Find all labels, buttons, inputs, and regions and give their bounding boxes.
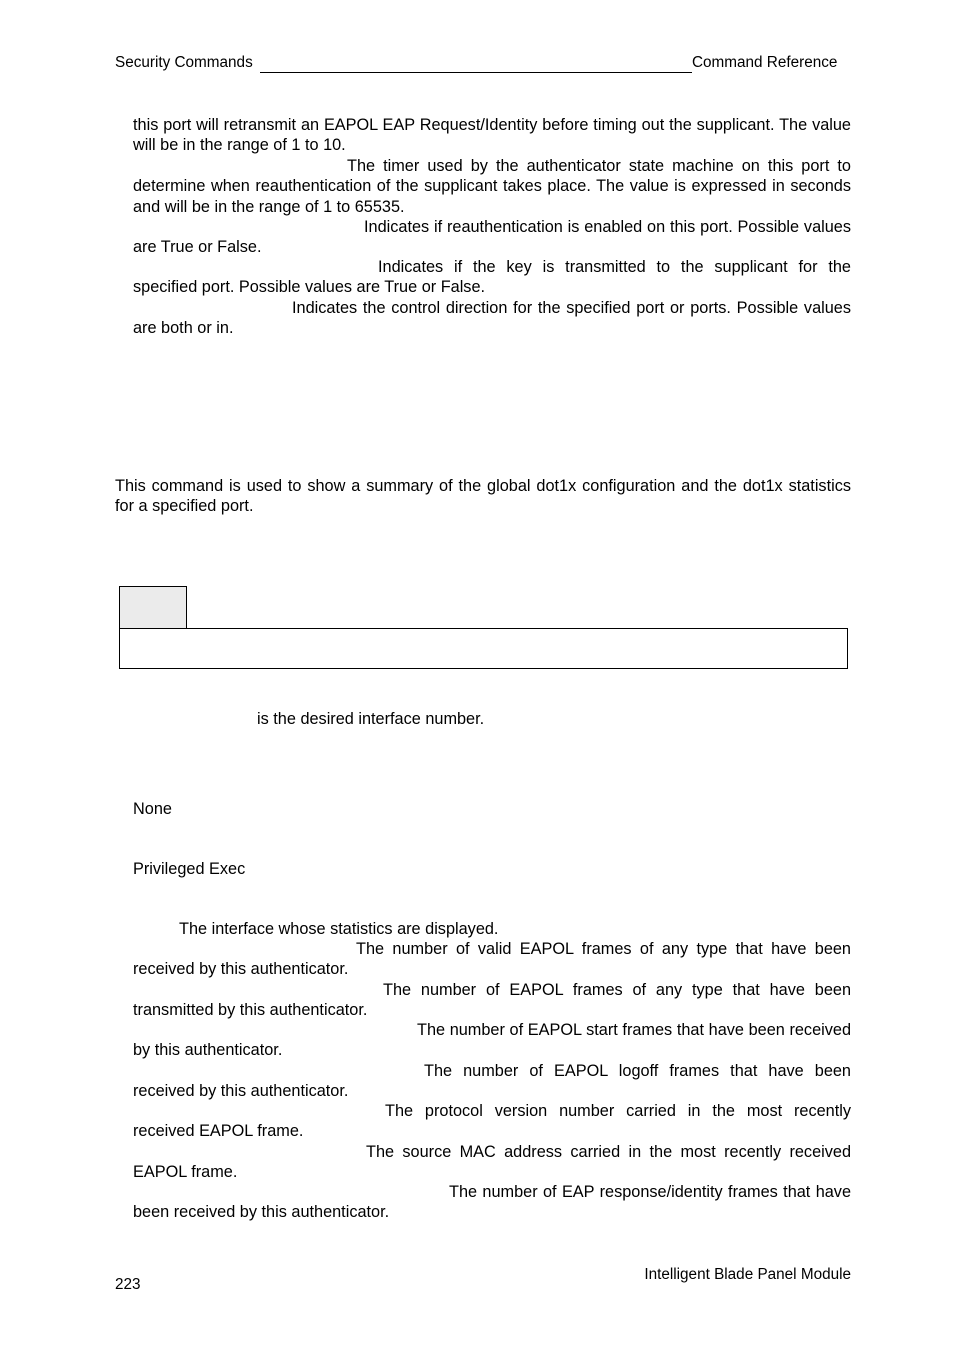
field-eapol-frames-received: [133, 939, 851, 980]
field-eap-resp-id-frames-received: [133, 1182, 851, 1223]
param-text: Indicates the control direction for the specified port or ports. Possible values are both or in.: [133, 299, 851, 338]
param-reauth-enabled: [133, 217, 851, 258]
field-eapol-frames-transmitted: [133, 980, 851, 1021]
page-number: 223: [115, 1276, 141, 1293]
field-text: The number of EAPOL frames of any type that have been transmitted by this authenticator.: [133, 981, 851, 1020]
syntax-command-cell: [119, 628, 848, 669]
default-value: None: [133, 800, 172, 818]
field-eapol-logoff-frames-received: [133, 1061, 851, 1102]
field-eapol-start-frames-received: [133, 1020, 851, 1061]
header-rule: [260, 72, 692, 73]
command-mode: Privileged Exec: [133, 860, 246, 878]
param-key-transmission: [133, 257, 851, 298]
footer-product-name: Intelligent Blade Panel Module: [644, 1266, 851, 1283]
field-last-eapol-frame-source: [133, 1142, 851, 1183]
field-text: The protocol version number carried in the most recently received EAPOL frame.: [133, 1102, 851, 1141]
command-description: This command is used to show a summary of the global dot1x configuration and the dot1x statistics for a specified port.: [115, 477, 851, 516]
param-reauth-period: [133, 156, 851, 217]
field-text: The number of EAPOL logoff frames that have been received by this authenticator.: [133, 1062, 851, 1101]
field-text: The number of EAP response/identity frames that have been received by this authenticator.: [133, 1183, 851, 1222]
param-text: Indicates if reauthentication is enabled on this port. Possible values are True or False.: [133, 218, 851, 257]
param-control-direction: [133, 298, 851, 339]
field-text: The number of valid EAPOL frames of any type that have been received by this authenticator.: [133, 940, 851, 979]
header-doc-title: Command Reference: [692, 54, 838, 71]
syntax-format-label-cell: [119, 586, 187, 629]
field-port: The interface whose statistics are displayed.: [179, 920, 499, 938]
header-section-title: Security Commands: [115, 54, 253, 71]
param-text: this port will retransmit an EAPOL EAP Request/Identity before timing out the supplicant. The value will be in the range of 1 to 10.: [133, 116, 851, 155]
field-text: The number of EAPOL start frames that have been received by this authenticator.: [133, 1021, 851, 1060]
field-text: The source MAC address carried in the most recently received EAPOL frame.: [133, 1143, 851, 1182]
param-quiet-max-req: [133, 115, 851, 156]
param-text: Indicates if the key is transmitted to the supplicant for the specified port. Possible values are True or False.: [133, 258, 851, 297]
param-text: The timer used by the authenticator state machine on this port to determine when reauthentication of the supplicant takes place. The value is expressed in seconds and will be in the range of 1 to 65535.: [133, 157, 851, 216]
field-last-eapol-frame-version: [133, 1101, 851, 1142]
parameter-description: is the desired interface number.: [257, 710, 485, 728]
